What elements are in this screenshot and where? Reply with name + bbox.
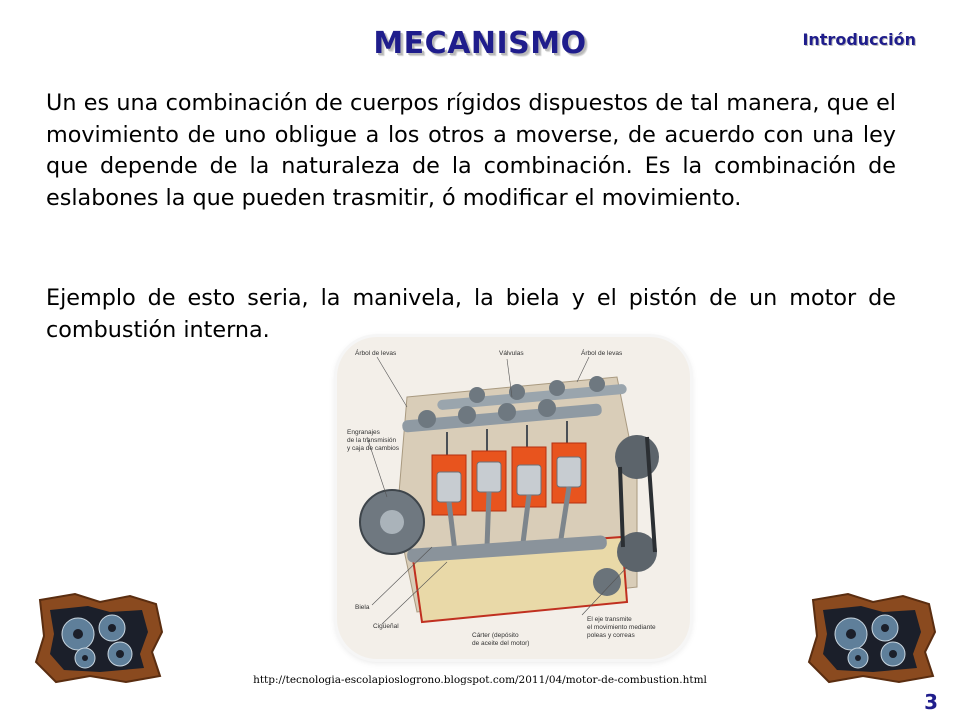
engine-illustration: [337, 337, 690, 659]
gears-in-broken-wall-icon: [30, 592, 166, 684]
gears-in-broken-wall-icon: [803, 592, 939, 684]
label-engranajes-3: y caja de cambios: [347, 445, 400, 452]
section-label: Introducción: [802, 30, 916, 49]
label-eje-3: poleas y correas: [587, 632, 635, 639]
definition-paragraph: Un es una combinación de cuerpos rígidos dispuestos de tal manera, que el movimiento de uno obligue a los otros a moverse, de acuerdo con una ley que depende de la naturaleza de la combinación. Es la combinación de eslabones la que pueden trasmitir, ó modificar el movimiento.: [46, 90, 896, 211]
label-biela: Biela: [355, 604, 370, 611]
label-carter-1: Cárter (depósito: [472, 632, 519, 639]
label-eje-1: El eje transmite: [587, 616, 632, 623]
label-arbol-levas-right: Árbol de levas: [581, 350, 623, 357]
slide-title: MECANISMO: [373, 26, 587, 61]
page-number: 3: [924, 690, 938, 714]
label-valvulas: Válvulas: [499, 350, 524, 357]
engine-diagram: [337, 337, 690, 659]
label-carter-2: de aceite del motor): [472, 640, 530, 647]
label-eje-2: el movimiento mediante: [587, 624, 656, 631]
example-paragraph: Ejemplo de esto seria, la manivela, la biela y el pistón de un motor de combustión interna.: [46, 285, 896, 343]
source-url: http://tecnologia-escolapioslogrono.blogspot.com/2011/04/motor-de-combustion.html: [253, 674, 707, 686]
label-arbol-levas-left: Árbol de levas: [355, 350, 397, 357]
label-engranajes-1: Engranajes: [347, 429, 380, 436]
label-engranajes-2: de la transmisión: [347, 437, 397, 444]
label-ciguenal: Cigüeñal: [373, 623, 399, 630]
